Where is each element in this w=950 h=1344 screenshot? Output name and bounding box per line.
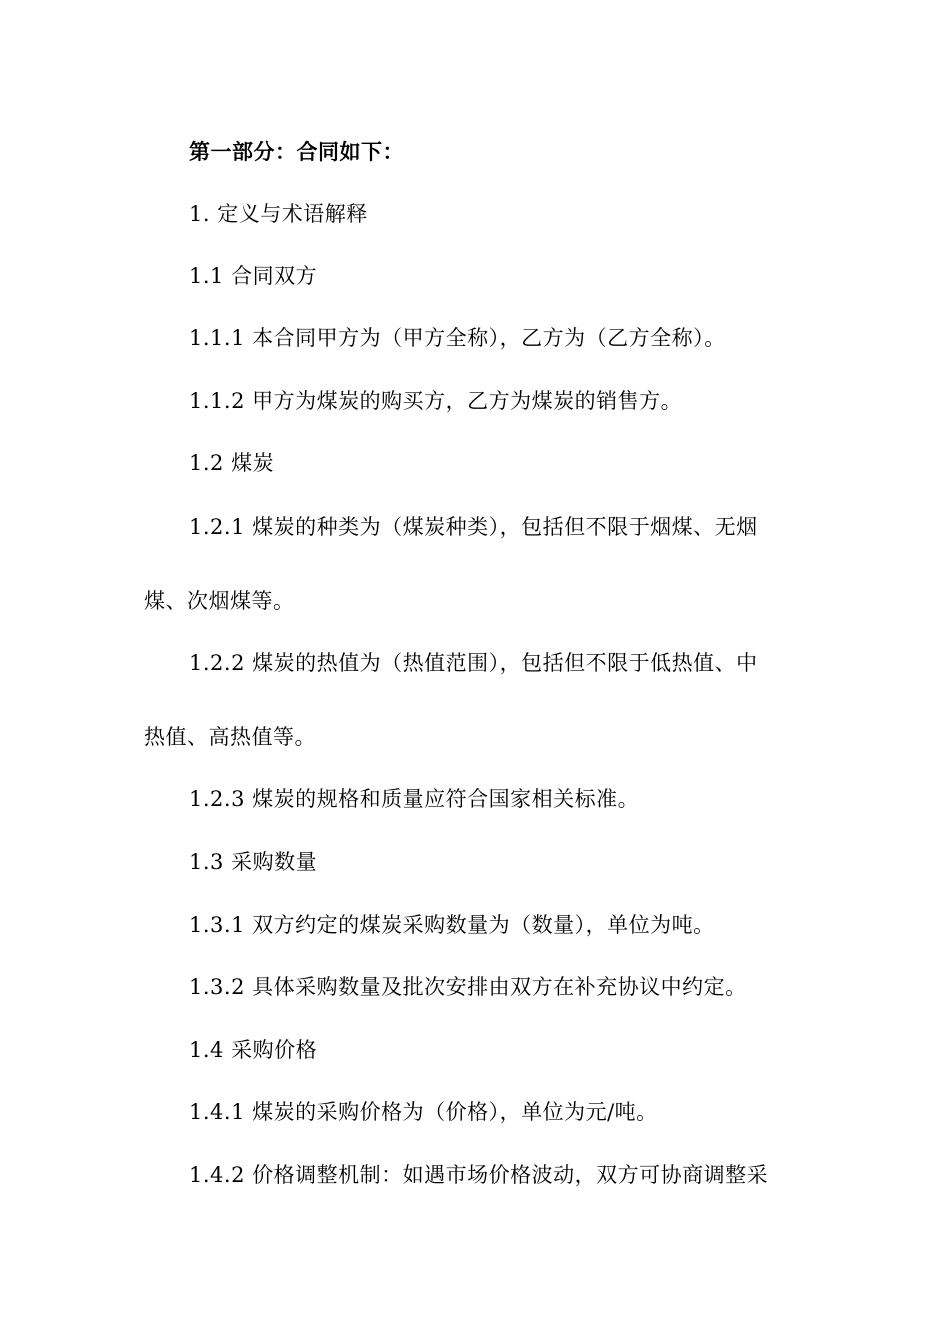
clause-1-4-1: 1.4.1 煤炭的采购价格为（价格），单位为元/吨。 [189, 1100, 658, 1124]
clause-1-2-2: 1.2.2 煤炭的热值为（热值范围），包括但不限于低热值、中 [189, 651, 758, 675]
clause-1-1: 1.1 合同双方 [189, 264, 318, 288]
section-heading: 第一部分：合同如下： [189, 140, 404, 164]
clause-1-1-1: 1.1.1 本合同甲方为（甲方全称），乙方为（乙方全称）。 [189, 326, 726, 350]
clause-1-2-2-continued: 热值、高热值等。 [144, 725, 316, 749]
clause-1-3: 1.3 采购数量 [189, 850, 318, 874]
clause-1-2-1: 1.2.1 煤炭的种类为（煤炭种类），包括但不限于烟煤、无烟 [189, 515, 758, 539]
clause-1-2-1-continued: 煤、次烟煤等。 [144, 589, 295, 613]
clause-1-4-2: 1.4.2 价格调整机制：如遇市场价格波动，双方可协商调整采 [189, 1163, 769, 1187]
clause-1-3-1: 1.3.1 双方约定的煤炭采购数量为（数量），单位为吨。 [189, 913, 715, 937]
clause-1-4: 1.4 采购价格 [189, 1038, 318, 1062]
clause-1-2-3: 1.2.3 煤炭的规格和质量应符合国家相关标准。 [189, 787, 640, 811]
clause-1-1-2: 1.1.2 甲方为煤炭的购买方，乙方为煤炭的销售方。 [189, 389, 683, 413]
clause-1: 1. 定义与术语解释 [189, 202, 368, 226]
clause-1-2: 1.2 煤炭 [189, 451, 275, 475]
clause-1-3-2: 1.3.2 具体采购数量及批次安排由双方在补充协议中约定。 [189, 975, 747, 999]
